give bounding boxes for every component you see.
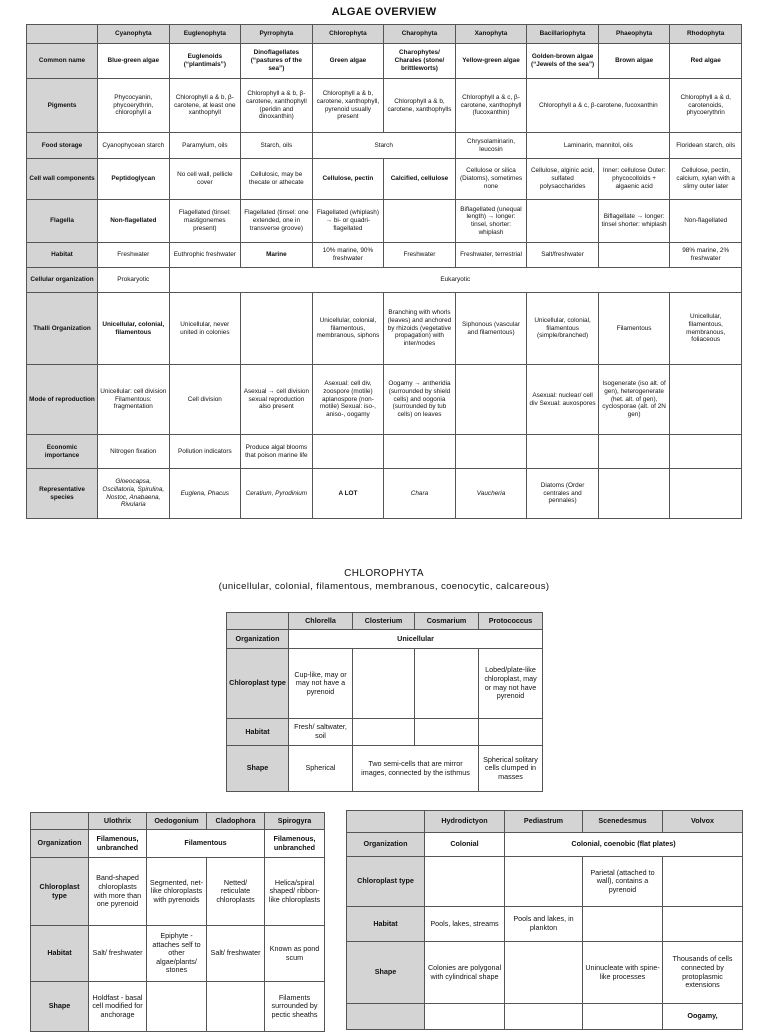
table-cell: Freshwater (98, 243, 170, 268)
table-cell: Filamenous, unbranched (265, 830, 325, 858)
table-row (347, 857, 743, 907)
col-header: Cosmarium (415, 613, 479, 630)
col-header: Chlorella (289, 613, 353, 630)
table-cell: Freshwater, terrestrial (455, 243, 527, 268)
table-cell: Filaments surrounded by pectic sheaths (265, 982, 325, 1032)
table-cell: Charophytes/ Charales (stone/ brittleworts) (384, 44, 456, 79)
table-cell: 10% marine, 90% freshwater (312, 243, 384, 268)
table-cell: Helica/spiral shaped/ ribbon-like chloroplasts (265, 858, 325, 926)
table-cell: 98% marine, 2% freshwater (670, 243, 742, 268)
table-row (347, 1004, 743, 1030)
table-cell: Non-flagellated (98, 200, 170, 243)
col-header: Rhodophyta (670, 25, 742, 44)
table-cell: Golden-brown algae (“Jewels of the sea”) (527, 44, 599, 79)
table-cell (598, 243, 670, 268)
table-cell: Paramylum, oils (169, 133, 241, 159)
table-cell: Prokaryotic (98, 268, 170, 293)
row-label: Mode of reproduction (27, 365, 98, 435)
header-corner (27, 25, 98, 44)
table-cell: Unicellular, colonial, filamentous (simple/branched) (527, 293, 599, 365)
table-row (27, 469, 742, 519)
table-cell: Cyanophycean starch (98, 133, 170, 159)
table-cell: Netted/ reticulate chloroplasts (207, 858, 265, 926)
col-header: Protococcus (479, 613, 543, 630)
unicellular-table (226, 612, 543, 792)
table-cell: Filamentous (598, 293, 670, 365)
table-cell: Chara (384, 469, 456, 519)
col-header: Cyanophyta (98, 25, 170, 44)
header-corner (227, 613, 289, 630)
table-cell: Eukaryotic (169, 268, 741, 293)
row-label: Common name (27, 44, 98, 79)
table-row (27, 243, 742, 268)
table-row (27, 200, 742, 243)
colonial-table (346, 810, 743, 1030)
table-cell: Diatoms (Order centrales and pennales) (527, 469, 599, 519)
table-cell (663, 857, 743, 907)
table-cell: Dinoflagellates (“pastures of the sea”) (241, 44, 313, 79)
row-label: Chloroplast type (347, 857, 425, 907)
table-cell (583, 1004, 663, 1030)
table-cell: Spherical (289, 746, 353, 792)
table-cell: Siphonous (vascular and filamentous) (455, 293, 527, 365)
table-cell (455, 365, 527, 435)
table-cell (670, 469, 742, 519)
section-title: CHLOROPHYTA (344, 568, 424, 579)
col-header: Euglenophyta (169, 25, 241, 44)
filamentous-table (30, 812, 325, 1032)
table-cell: Blue-green algae (98, 44, 170, 79)
table-cell: Marine (241, 243, 313, 268)
table-cell: Holdfast - basal cell modified for anchorage (89, 982, 147, 1032)
table-row (227, 649, 543, 719)
col-header: Phaeophyta (598, 25, 670, 44)
table-cell (598, 469, 670, 519)
table-row (27, 365, 742, 435)
table-cell: Biflagellate → longer: tinsel shorter: whiplash (598, 200, 670, 243)
table-header-row (347, 811, 743, 833)
table-cell (505, 857, 583, 907)
table-row (347, 907, 743, 942)
col-header: Oedogonium (147, 813, 207, 830)
algae-overview-table (26, 24, 742, 519)
table-cell: Euglena, Phacus (169, 469, 241, 519)
table-cell: Vaucheria (455, 469, 527, 519)
table-cell: No cell wall, pellicle cover (169, 159, 241, 200)
table-cell: Filamenous, unbranched (89, 830, 147, 858)
table-cell: Segmented, net-like chloroplasts with pyrenoids (147, 858, 207, 926)
table-cell: Ceratium, Pyrodinium (241, 469, 313, 519)
table-row (27, 44, 742, 79)
table-cell: Chlorophyll a & c, β-carotene, xanthophyll (fucoxanthin) (455, 79, 527, 133)
table-cell (241, 293, 313, 365)
row-label: Chloroplast type (31, 858, 89, 926)
table-row (31, 926, 325, 982)
table-row (31, 830, 325, 858)
table-cell: Asexual → cell division sexual reproduction also present (241, 365, 313, 435)
row-label: Food storage (27, 133, 98, 159)
table-cell: Thousands of cells connected by protoplasmic extensions (663, 942, 743, 1004)
table-cell: Phycocyanin, phycoerythrin, chlorophyll a (98, 79, 170, 133)
col-header: Hydrodictyon (425, 811, 505, 833)
col-header: Scenedesmus (583, 811, 663, 833)
table-cell: Laminarin, mannitol, oils (527, 133, 670, 159)
table-cell: Uninucleate with spine-like processes (583, 942, 663, 1004)
table-cell: Cellulose, pectin, calcium, xylan with a slimy outer later (670, 159, 742, 200)
table-cell: Cellulosic, may be thecate or athecate (241, 159, 313, 200)
table-cell: Salt/ freshwater (207, 926, 265, 982)
table-cell: Cellulose, alginic acid, sulfated polysaccharides (527, 159, 599, 200)
row-label: Habitat (227, 719, 289, 746)
table-cell: Unicellular, colonial, filamentous, membranous, siphons (312, 293, 384, 365)
table-cell: Spherical solitary cells clumped in masses (479, 746, 543, 792)
table-cell: Cellulose, pectin (312, 159, 384, 200)
row-label: Representative species (27, 469, 98, 519)
table-cell: Asexual: nuclear/ cell div Sexual: auxospores (527, 365, 599, 435)
table-cell: Chlorophyll a & d, carotenoids, phycoerythrin (670, 79, 742, 133)
table-row (27, 79, 742, 133)
table-cell: Salt/ freshwater (89, 926, 147, 982)
table-cell: Pollution indicators (169, 435, 241, 469)
table-cell: Unicellular, colonial, filamentous (98, 293, 170, 365)
table-cell: Unicellular (289, 630, 543, 649)
table-cell: Cell division (169, 365, 241, 435)
table-cell: Flagellated (tinsel: one extended, one in transverse groove) (241, 200, 313, 243)
table-cell: Chlorophyll a & b, β-carotene, at least one xanthophyll (169, 79, 241, 133)
table-cell (670, 435, 742, 469)
table-cell (384, 435, 456, 469)
table-cell: Starch, oils (241, 133, 313, 159)
table-row (27, 435, 742, 469)
table-cell: Produce algal blooms that poison marine life (241, 435, 313, 469)
table-cell (425, 857, 505, 907)
table-cell: Filamentous (147, 830, 265, 858)
table-cell: Red algae (670, 44, 742, 79)
table-cell: Cup-like, may or may not have a pyrenoid (289, 649, 353, 719)
table-cell: Colonial (425, 833, 505, 857)
col-header: Charophyta (384, 25, 456, 44)
table-cell: Euglenoids (“plantimals”) (169, 44, 241, 79)
table-cell: Biflagellated (unequal length) → longer: tinsel, shorter: whiplash (455, 200, 527, 243)
table-cell: Freshwater (384, 243, 456, 268)
row-label: Chloroplast type (227, 649, 289, 719)
table-cell (384, 200, 456, 243)
table-cell: Colonies are polygonal with cylindrical shape (425, 942, 505, 1004)
table-cell: Starch (312, 133, 455, 159)
col-header: Cladophora (207, 813, 265, 830)
header-corner (347, 811, 425, 833)
table-cell (663, 907, 743, 942)
table-cell: Salt/freshwater (527, 243, 599, 268)
table-cell (353, 649, 415, 719)
table-cell (583, 907, 663, 942)
table-cell: Flagellated (tinsel: mastigonemes present) (169, 200, 241, 243)
table-cell: Nitrogen fixation (98, 435, 170, 469)
col-header: Xanophyta (455, 25, 527, 44)
table-cell: Band-shaped chloroplasts with more than one pyrenoid (89, 858, 147, 926)
table-cell: Pools, lakes, streams (425, 907, 505, 942)
table-cell: Fresh/ saltwater, soil (289, 719, 353, 746)
table-cell (415, 719, 479, 746)
table-cell (415, 649, 479, 719)
table-cell: Unicellular, never united in colonies (169, 293, 241, 365)
table-cell: Lobed/plate-like chloroplast, may or may not have pyrenoid (479, 649, 543, 719)
table-cell: Chlorophyll a & c, β-carotene, fucoxanthin (527, 79, 670, 133)
table-cell: Unicellular, filamentous, membranous, foliaceous (670, 293, 742, 365)
row-label: Shape (227, 746, 289, 792)
table-cell: Known as pond scum (265, 926, 325, 982)
table-cell (147, 982, 207, 1032)
table-row (31, 858, 325, 926)
table-cell: Non-flagellated (670, 200, 742, 243)
header-corner (31, 813, 89, 830)
table-cell: Chrysolaminarin, leucosin (455, 133, 527, 159)
col-header: Pyrrophyta (241, 25, 313, 44)
row-label: Habitat (27, 243, 98, 268)
table-cell: Pools and lakes, in plankton (505, 907, 583, 942)
table-cell (505, 942, 583, 1004)
table-cell (425, 1004, 505, 1030)
table-cell: Gloeocapsa, Oscillatoria, Spirulina, Nostoc, Anabaena, Rivularia (98, 469, 170, 519)
row-label: Organization (31, 830, 89, 858)
table-row (227, 719, 543, 746)
table-cell (353, 719, 415, 746)
row-label: Shape (347, 942, 425, 1004)
row-label: Thalli Organization (27, 293, 98, 365)
page-title: ALGAE OVERVIEW (331, 6, 437, 18)
table-cell: Brown algae (598, 44, 670, 79)
table-row (347, 942, 743, 1004)
col-header: Volvox (663, 811, 743, 833)
row-label: Organization (227, 630, 289, 649)
table-cell: Calcified, cellulose (384, 159, 456, 200)
table-row (27, 133, 742, 159)
row-label: Pigments (27, 79, 98, 133)
table-cell: Epiphyte - attaches self to other algae/plants/ stones (147, 926, 207, 982)
table-cell: Flagellated (whiplash) → bi- or quadri-flagellated (312, 200, 384, 243)
col-header: Ulothrix (89, 813, 147, 830)
row-label: Habitat (31, 926, 89, 982)
table-cell: Yellow-green algae (455, 44, 527, 79)
table-cell: Cellulose or silica (Diatoms), sometimes none (455, 159, 527, 200)
table-cell (455, 435, 527, 469)
table-cell: Parietal (attached to wall), contains a pyrenoid (583, 857, 663, 907)
table-cell (527, 200, 599, 243)
row-label: Cell wall components (27, 159, 98, 200)
col-header: Closterium (353, 613, 415, 630)
row-label: Economic importance (27, 435, 98, 469)
section-subtitle: (unicellular, colonial, filamentous, membranous, coenocytic, calcareous) (218, 581, 550, 592)
table-cell (312, 435, 384, 469)
table-cell: Chlorophyll a & b, carotene, xanthophylls (384, 79, 456, 133)
table-cell: Chlorophyll a & b, carotene, xanthophyll, pyrenoid usually present (312, 79, 384, 133)
table-cell (479, 719, 543, 746)
row-label: Organization (347, 833, 425, 857)
table-header-row (31, 813, 325, 830)
table-cell (505, 1004, 583, 1030)
table-cell: Asexual: cell div, zoospore (motile) aplanospore (non-motile) Sexual: iso-, aniso-, oogamy (312, 365, 384, 435)
table-cell: Unicellular: cell division Filamentous: fragmentation (98, 365, 170, 435)
row-label: Shape (31, 982, 89, 1032)
table-cell: Chlorophyll a & b, β-carotene, xanthophyll (peridin and dinoxanthin) (241, 79, 313, 133)
table-header-row (227, 613, 543, 630)
table-cell: Isogenerate (iso alt. of gen), heterogenerate (het. alt. of gen), cyclosporae (alt. of 2N gen) (598, 365, 670, 435)
table-cell: Oogamy → antheridia (surrounded by shield cells) and oogonia (surrounded by tub cells) on leaves (384, 365, 456, 435)
table-cell: Floridean starch, oils (670, 133, 742, 159)
col-header: Pediastrum (505, 811, 583, 833)
col-header: Spirogyra (265, 813, 325, 830)
table-row (27, 293, 742, 365)
table-cell: Green algae (312, 44, 384, 79)
col-header: Chlorophyta (312, 25, 384, 44)
table-cell: Two semi-cells that are mirror images, connected by the isthmus (353, 746, 479, 792)
table-cell (670, 365, 742, 435)
table-row (227, 746, 543, 792)
table-header-row (27, 25, 742, 44)
table-cell: Inner: cellulose Outer: phycocolloids + algaenic acid (598, 159, 670, 200)
col-header: Bacillariophyta (527, 25, 599, 44)
table-cell: A LOT (312, 469, 384, 519)
table-cell: Colonial, coenobic (flat plates) (505, 833, 743, 857)
row-label: Habitat (347, 907, 425, 942)
table-cell: Branching with whorls (leaves) and anchored by rhizoids (vegetative propagation) with inter/nodes (384, 293, 456, 365)
table-row (27, 268, 742, 293)
table-cell (207, 982, 265, 1032)
table-cell (527, 435, 599, 469)
table-cell: Peptidoglycan (98, 159, 170, 200)
table-row (31, 982, 325, 1032)
row-label: Flagella (27, 200, 98, 243)
table-row (227, 630, 543, 649)
table-row (347, 833, 743, 857)
row-label (347, 1004, 425, 1030)
row-label: Cellular organization (27, 268, 98, 293)
table-cell: Euthrophic freshwater (169, 243, 241, 268)
table-cell: Oogamy, (663, 1004, 743, 1030)
table-row (27, 159, 742, 200)
table-cell (598, 435, 670, 469)
